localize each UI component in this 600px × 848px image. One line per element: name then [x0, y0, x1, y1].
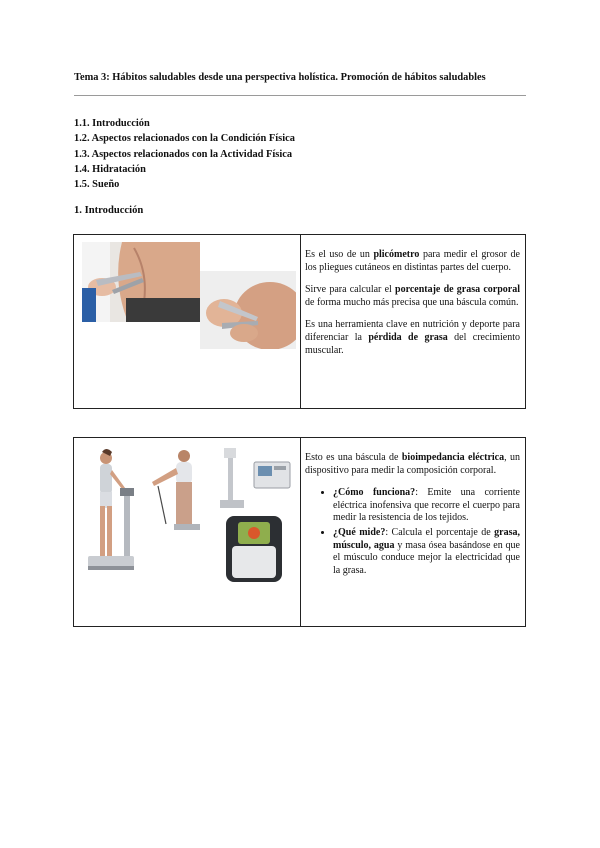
caliper-paragraph-2: Sirve para calcular el porcentaje de grasa corporal de forma mucho más precisa que una báscula común.	[305, 284, 520, 308]
table-of-contents	[74, 116, 295, 192]
term-plicometro: plicómetro	[373, 249, 420, 260]
analyzer-devices-photo	[218, 444, 294, 514]
bioimpedance-intro: Esto es una báscula de bioimpedancia eléctrica, un dispositivo para medir la composición corporal.	[305, 452, 520, 476]
toc-item-hidratacion: 1.4. Hidratación	[74, 163, 146, 175]
digital-scale-photo	[224, 514, 284, 584]
bioimpedance-list	[305, 487, 520, 577]
list-item-que-mide: • ¿Qué mide?: Calcula el porcentaje de grasa, músculo, agua y masa ósea basándose en que el músculo conduce mejor la electricidad que la grasa.	[333, 527, 520, 577]
bioimpedance-table	[73, 437, 526, 627]
toc-item-introduccion: 1.1. Introducción	[74, 118, 150, 129]
title-divider	[74, 95, 526, 96]
caliper-image-cell	[74, 235, 301, 408]
term-bioimpedancia: bioimpedancia eléctrica	[401, 452, 505, 463]
woman-on-scale-photo	[80, 444, 142, 578]
term-perdida-grasa: pérdida de grasa	[368, 331, 448, 343]
list-item-como-funciona: • ¿Cómo funciona?: Emite una corriente eléctrica inofensiva que recorre el cuerpo para medir la resistencia de los tejidos.	[333, 487, 520, 525]
caliper-table	[73, 234, 526, 409]
section-heading: 1. Introducción	[74, 205, 144, 216]
page-title: Tema 3: Hábitos saludables desde una perspectiva holística. Promoción de hábitos saludables	[74, 72, 486, 83]
caliper-arm-photo	[200, 271, 296, 349]
caliper-description	[301, 235, 525, 408]
bioimpedance-description	[301, 438, 525, 626]
handle-electrodes-photo	[146, 446, 208, 532]
caliper-paragraph-3: Es una herramienta clave en nutrición y deporte para diferenciar la pérdida de grasa del crecimiento muscular.	[305, 319, 520, 356]
term-grasa-corporal: porcentaje de grasa corporal	[395, 284, 520, 296]
toc-item-sueno: 1.5. Sueño	[74, 179, 120, 191]
caliper-paragraph-1: Es el uso de un plicómetro para medir el grosor de los pliegues cutáneos en distintas partes del cuerpo.	[305, 249, 520, 273]
bioimpedance-image-cell	[74, 438, 301, 626]
toc-item-condicion-fisica: 1.2. Aspectos relacionados con la Condición Física	[74, 133, 295, 145]
caliper-abdomen-photo	[82, 242, 200, 322]
toc-item-actividad-fisica: 1.3. Aspectos relacionados con la Actividad Física	[74, 148, 293, 160]
